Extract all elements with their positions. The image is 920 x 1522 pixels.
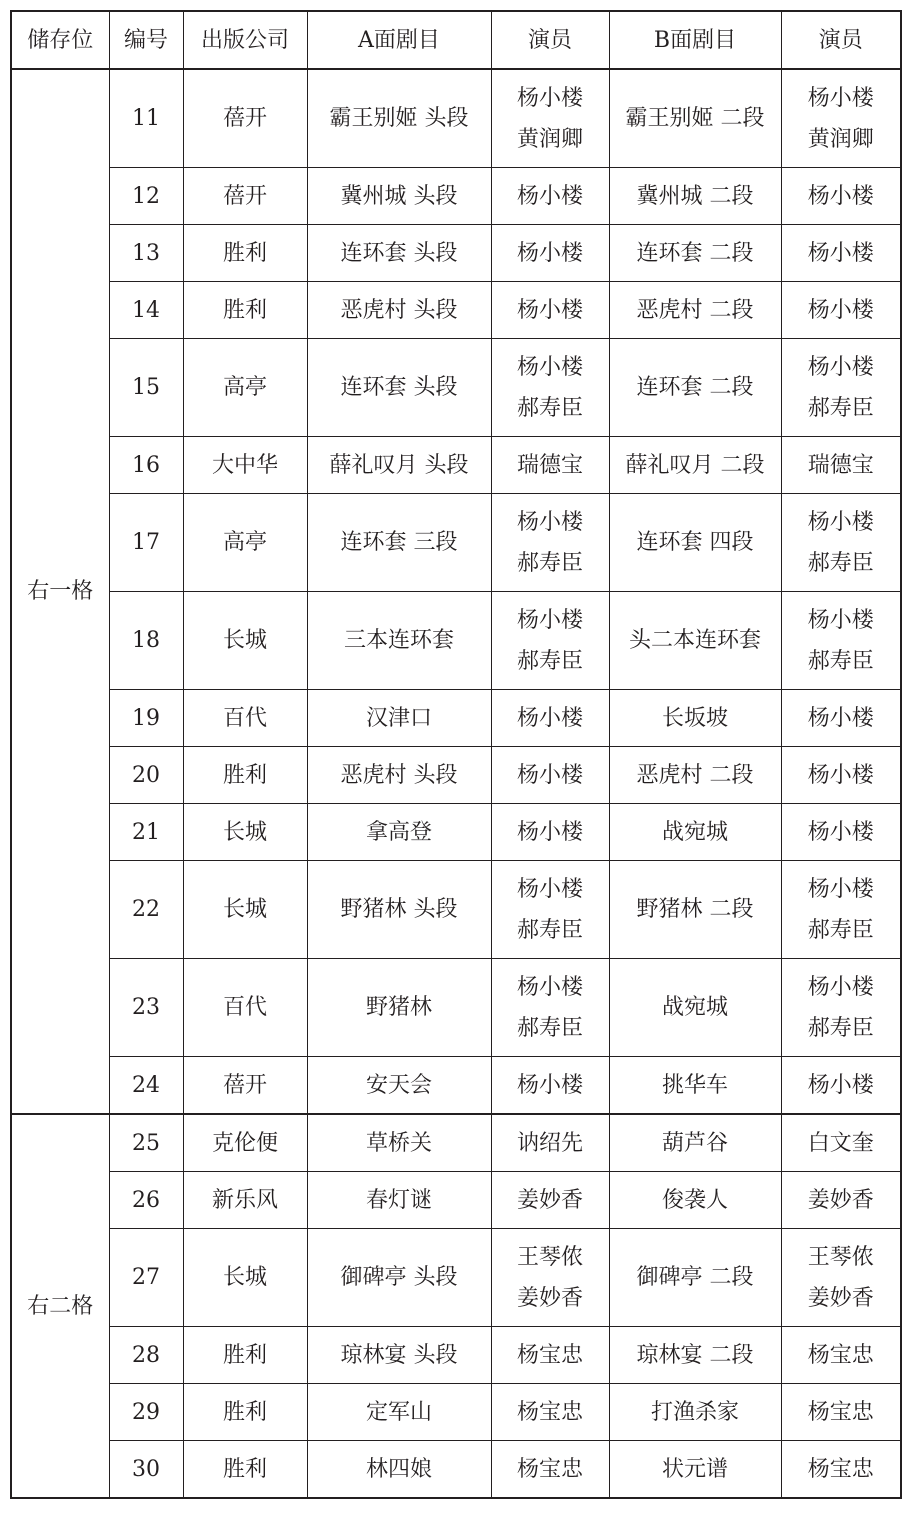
a-side-title-cell: 草桥关 xyxy=(307,1114,491,1172)
b-side-cast-cell xyxy=(781,282,901,339)
performer-name: 讷绍先 xyxy=(516,1130,583,1156)
a-side-cast-cell xyxy=(491,494,609,592)
performer-name: 郝寿臣 xyxy=(516,1015,583,1041)
a-side-title-cell: 春灯谜 xyxy=(307,1172,491,1229)
a-side-title-cell: 野猪林 xyxy=(307,959,491,1057)
performer-name: 姜妙香 xyxy=(516,1285,583,1311)
performer-name: 王琴侬 xyxy=(807,1244,874,1270)
performer-name: 杨小楼 xyxy=(807,183,874,209)
b-side-cast-cell xyxy=(781,690,901,747)
table-row xyxy=(11,592,901,690)
table-row xyxy=(11,690,901,747)
a-side-title-cell: 定军山 xyxy=(307,1384,491,1441)
record-number-cell: 19 xyxy=(109,690,183,747)
record-label-cell: 高亭 xyxy=(183,494,307,592)
record-label-cell: 长城 xyxy=(183,592,307,690)
performer-name: 杨小楼 xyxy=(516,297,583,323)
table-row xyxy=(11,747,901,804)
b-side-title-cell: 头二本连环套 xyxy=(609,592,781,690)
performer-name: 杨小楼 xyxy=(516,819,583,845)
a-side-title-cell: 琼林宴 头段 xyxy=(307,1327,491,1384)
a-side-cast-cell xyxy=(491,1057,609,1115)
header-row xyxy=(11,11,901,69)
a-side-title-cell: 恶虎村 头段 xyxy=(307,747,491,804)
storage-slot-cell: 右一格 xyxy=(11,69,109,1114)
b-side-title-cell: 挑华车 xyxy=(609,1057,781,1115)
performer-name: 杨小楼 xyxy=(516,354,583,380)
b-side-cast-cell xyxy=(781,1172,901,1229)
table-row xyxy=(11,861,901,959)
performer-name: 杨小楼 xyxy=(516,240,583,266)
record-label-cell: 长城 xyxy=(183,804,307,861)
b-side-title-cell: 御碑亭 二段 xyxy=(609,1229,781,1327)
record-label-cell: 高亭 xyxy=(183,339,307,437)
table-row xyxy=(11,437,901,494)
b-side-title-cell: 恶虎村 二段 xyxy=(609,282,781,339)
b-side-cast-cell xyxy=(781,1384,901,1441)
record-label-cell: 长城 xyxy=(183,1229,307,1327)
a-side-cast-cell xyxy=(491,437,609,494)
record-number-cell: 21 xyxy=(109,804,183,861)
record-label-cell: 胜利 xyxy=(183,1384,307,1441)
record-label-cell: 胜利 xyxy=(183,1327,307,1384)
performer-name: 杨小楼 xyxy=(807,762,874,788)
b-side-cast-cell xyxy=(781,1114,901,1172)
b-side-title-cell: 连环套 四段 xyxy=(609,494,781,592)
a-side-cast-cell xyxy=(491,168,609,225)
performer-name: 郝寿臣 xyxy=(807,648,874,674)
a-side-cast-cell xyxy=(491,861,609,959)
table-row xyxy=(11,494,901,592)
b-side-cast-cell xyxy=(781,1441,901,1499)
record-number-cell: 27 xyxy=(109,1229,183,1327)
a-side-cast-cell xyxy=(491,592,609,690)
performer-name: 姜妙香 xyxy=(807,1285,874,1311)
header-storage-slot: 储存位 xyxy=(11,11,109,69)
header-a-side-title: A面剧目 xyxy=(307,11,491,69)
record-number-cell: 13 xyxy=(109,225,183,282)
a-side-title-cell: 拿高登 xyxy=(307,804,491,861)
b-side-title-cell: 霸王别姬 二段 xyxy=(609,69,781,168)
performer-name: 杨小楼 xyxy=(807,1072,874,1098)
performer-name: 杨小楼 xyxy=(807,705,874,731)
record-label-cell: 蓓开 xyxy=(183,1057,307,1115)
b-side-cast-cell xyxy=(781,1327,901,1384)
b-side-title-cell: 战宛城 xyxy=(609,804,781,861)
a-side-cast-cell xyxy=(491,690,609,747)
table-row xyxy=(11,69,901,168)
a-side-cast-cell xyxy=(491,747,609,804)
b-side-cast-cell xyxy=(781,861,901,959)
performer-name: 杨小楼 xyxy=(807,819,874,845)
performer-name: 杨小楼 xyxy=(516,183,583,209)
record-number-cell: 30 xyxy=(109,1441,183,1499)
table-row xyxy=(11,1384,901,1441)
table-row xyxy=(11,1114,901,1172)
a-side-title-cell: 御碑亭 头段 xyxy=(307,1229,491,1327)
record-label-cell: 克伦便 xyxy=(183,1114,307,1172)
performer-name: 杨小楼 xyxy=(516,85,583,111)
record-number-cell: 23 xyxy=(109,959,183,1057)
performer-name: 杨小楼 xyxy=(807,974,874,1000)
record-number-cell: 16 xyxy=(109,437,183,494)
header-number: 编号 xyxy=(109,11,183,69)
a-side-cast-cell xyxy=(491,225,609,282)
performer-name: 杨小楼 xyxy=(516,762,583,788)
performer-name: 黄润卿 xyxy=(516,126,583,152)
table-row xyxy=(11,225,901,282)
performer-name: 郝寿臣 xyxy=(516,917,583,943)
b-side-cast-cell xyxy=(781,804,901,861)
performer-name: 杨小楼 xyxy=(516,607,583,633)
performer-name: 郝寿臣 xyxy=(807,550,874,576)
a-side-cast-cell xyxy=(491,1327,609,1384)
b-side-title-cell: 连环套 二段 xyxy=(609,339,781,437)
a-side-title-cell: 三本连环套 xyxy=(307,592,491,690)
b-side-title-cell: 葫芦谷 xyxy=(609,1114,781,1172)
table-row xyxy=(11,168,901,225)
performer-name: 王琴侬 xyxy=(516,1244,583,1270)
table-row xyxy=(11,1441,901,1499)
table-body xyxy=(11,69,901,1498)
b-side-cast-cell xyxy=(781,225,901,282)
a-side-cast-cell xyxy=(491,69,609,168)
a-side-title-cell: 汉津口 xyxy=(307,690,491,747)
record-number-cell: 18 xyxy=(109,592,183,690)
b-side-title-cell: 战宛城 xyxy=(609,959,781,1057)
a-side-title-cell: 连环套 头段 xyxy=(307,225,491,282)
performer-name: 杨宝忠 xyxy=(516,1456,583,1482)
a-side-title-cell: 薛礼叹月 头段 xyxy=(307,437,491,494)
performer-name: 杨小楼 xyxy=(516,509,583,535)
storage-slot-cell: 右二格 xyxy=(11,1114,109,1498)
table-row xyxy=(11,282,901,339)
record-label-cell: 蓓开 xyxy=(183,168,307,225)
a-side-title-cell: 野猪林 头段 xyxy=(307,861,491,959)
performer-name: 杨小楼 xyxy=(807,354,874,380)
performer-name: 瑞德宝 xyxy=(807,452,874,478)
record-number-cell: 26 xyxy=(109,1172,183,1229)
b-side-cast-cell xyxy=(781,339,901,437)
b-side-cast-cell xyxy=(781,959,901,1057)
record-number-cell: 20 xyxy=(109,747,183,804)
a-side-title-cell: 霸王别姬 头段 xyxy=(307,69,491,168)
table-row xyxy=(11,1229,901,1327)
b-side-cast-cell xyxy=(781,1229,901,1327)
performer-name: 杨宝忠 xyxy=(807,1399,874,1425)
table-row xyxy=(11,804,901,861)
performer-name: 姜妙香 xyxy=(807,1187,874,1213)
performer-name: 杨宝忠 xyxy=(807,1456,874,1482)
a-side-title-cell: 冀州城 头段 xyxy=(307,168,491,225)
header-a-side-cast: 演员 xyxy=(491,11,609,69)
a-side-cast-cell xyxy=(491,282,609,339)
performer-name: 杨小楼 xyxy=(807,240,874,266)
b-side-cast-cell xyxy=(781,1057,901,1115)
header-b-side-cast: 演员 xyxy=(781,11,901,69)
table-row xyxy=(11,1327,901,1384)
header-label: 出版公司 xyxy=(183,11,307,69)
b-side-title-cell: 冀州城 二段 xyxy=(609,168,781,225)
performer-name: 杨小楼 xyxy=(807,607,874,633)
a-side-cast-cell xyxy=(491,1114,609,1172)
table-row xyxy=(11,339,901,437)
performer-name: 杨小楼 xyxy=(807,509,874,535)
performer-name: 白文奎 xyxy=(807,1130,874,1156)
record-label-cell: 长城 xyxy=(183,861,307,959)
record-number-cell: 15 xyxy=(109,339,183,437)
record-number-cell: 11 xyxy=(109,69,183,168)
b-side-cast-cell xyxy=(781,592,901,690)
a-side-title-cell: 安天会 xyxy=(307,1057,491,1115)
b-side-cast-cell xyxy=(781,494,901,592)
b-side-title-cell: 薛礼叹月 二段 xyxy=(609,437,781,494)
a-side-cast-cell xyxy=(491,804,609,861)
b-side-title-cell: 连环套 二段 xyxy=(609,225,781,282)
performer-name: 杨小楼 xyxy=(516,876,583,902)
performer-name: 郝寿臣 xyxy=(807,1015,874,1041)
a-side-cast-cell xyxy=(491,1172,609,1229)
performer-name: 杨小楼 xyxy=(807,297,874,323)
record-catalog-table xyxy=(10,10,902,1499)
performer-name: 杨宝忠 xyxy=(516,1399,583,1425)
b-side-title-cell: 恶虎村 二段 xyxy=(609,747,781,804)
record-number-cell: 12 xyxy=(109,168,183,225)
record-label-cell: 百代 xyxy=(183,959,307,1057)
a-side-cast-cell xyxy=(491,1229,609,1327)
b-side-title-cell: 琼林宴 二段 xyxy=(609,1327,781,1384)
record-label-cell: 百代 xyxy=(183,690,307,747)
a-side-cast-cell xyxy=(491,1384,609,1441)
performer-name: 郝寿臣 xyxy=(516,648,583,674)
record-number-cell: 28 xyxy=(109,1327,183,1384)
b-side-cast-cell xyxy=(781,69,901,168)
a-side-cast-cell xyxy=(491,339,609,437)
record-number-cell: 29 xyxy=(109,1384,183,1441)
record-label-cell: 胜利 xyxy=(183,282,307,339)
record-number-cell: 14 xyxy=(109,282,183,339)
record-label-cell: 胜利 xyxy=(183,1441,307,1499)
record-number-cell: 24 xyxy=(109,1057,183,1115)
performer-name: 瑞德宝 xyxy=(516,452,583,478)
record-number-cell: 17 xyxy=(109,494,183,592)
a-side-title-cell: 连环套 头段 xyxy=(307,339,491,437)
record-label-cell: 胜利 xyxy=(183,747,307,804)
table-row xyxy=(11,1057,901,1115)
performer-name: 黄润卿 xyxy=(807,126,874,152)
a-side-title-cell: 恶虎村 头段 xyxy=(307,282,491,339)
performer-name: 郝寿臣 xyxy=(807,395,874,421)
performer-name: 杨宝忠 xyxy=(516,1342,583,1368)
b-side-title-cell: 状元谱 xyxy=(609,1441,781,1499)
table-row xyxy=(11,1172,901,1229)
record-number-cell: 25 xyxy=(109,1114,183,1172)
record-number-cell: 22 xyxy=(109,861,183,959)
performer-name: 郝寿臣 xyxy=(516,395,583,421)
b-side-cast-cell xyxy=(781,168,901,225)
b-side-title-cell: 长坂坡 xyxy=(609,690,781,747)
record-label-cell: 胜利 xyxy=(183,225,307,282)
performer-name: 郝寿臣 xyxy=(516,550,583,576)
b-side-title-cell: 俊袭人 xyxy=(609,1172,781,1229)
a-side-cast-cell xyxy=(491,959,609,1057)
record-label-cell: 大中华 xyxy=(183,437,307,494)
record-label-cell: 蓓开 xyxy=(183,69,307,168)
performer-name: 杨宝忠 xyxy=(807,1342,874,1368)
performer-name: 郝寿臣 xyxy=(807,917,874,943)
a-side-title-cell: 连环套 三段 xyxy=(307,494,491,592)
performer-name: 姜妙香 xyxy=(516,1187,583,1213)
performer-name: 杨小楼 xyxy=(516,974,583,1000)
b-side-title-cell: 打渔杀家 xyxy=(609,1384,781,1441)
header-b-side-title: B面剧目 xyxy=(609,11,781,69)
a-side-title-cell: 林四娘 xyxy=(307,1441,491,1499)
a-side-cast-cell xyxy=(491,1441,609,1499)
b-side-cast-cell xyxy=(781,437,901,494)
performer-name: 杨小楼 xyxy=(807,876,874,902)
b-side-cast-cell xyxy=(781,747,901,804)
table-row xyxy=(11,959,901,1057)
record-label-cell: 新乐风 xyxy=(183,1172,307,1229)
performer-name: 杨小楼 xyxy=(807,85,874,111)
performer-name: 杨小楼 xyxy=(516,705,583,731)
b-side-title-cell: 野猪林 二段 xyxy=(609,861,781,959)
performer-name: 杨小楼 xyxy=(516,1072,583,1098)
